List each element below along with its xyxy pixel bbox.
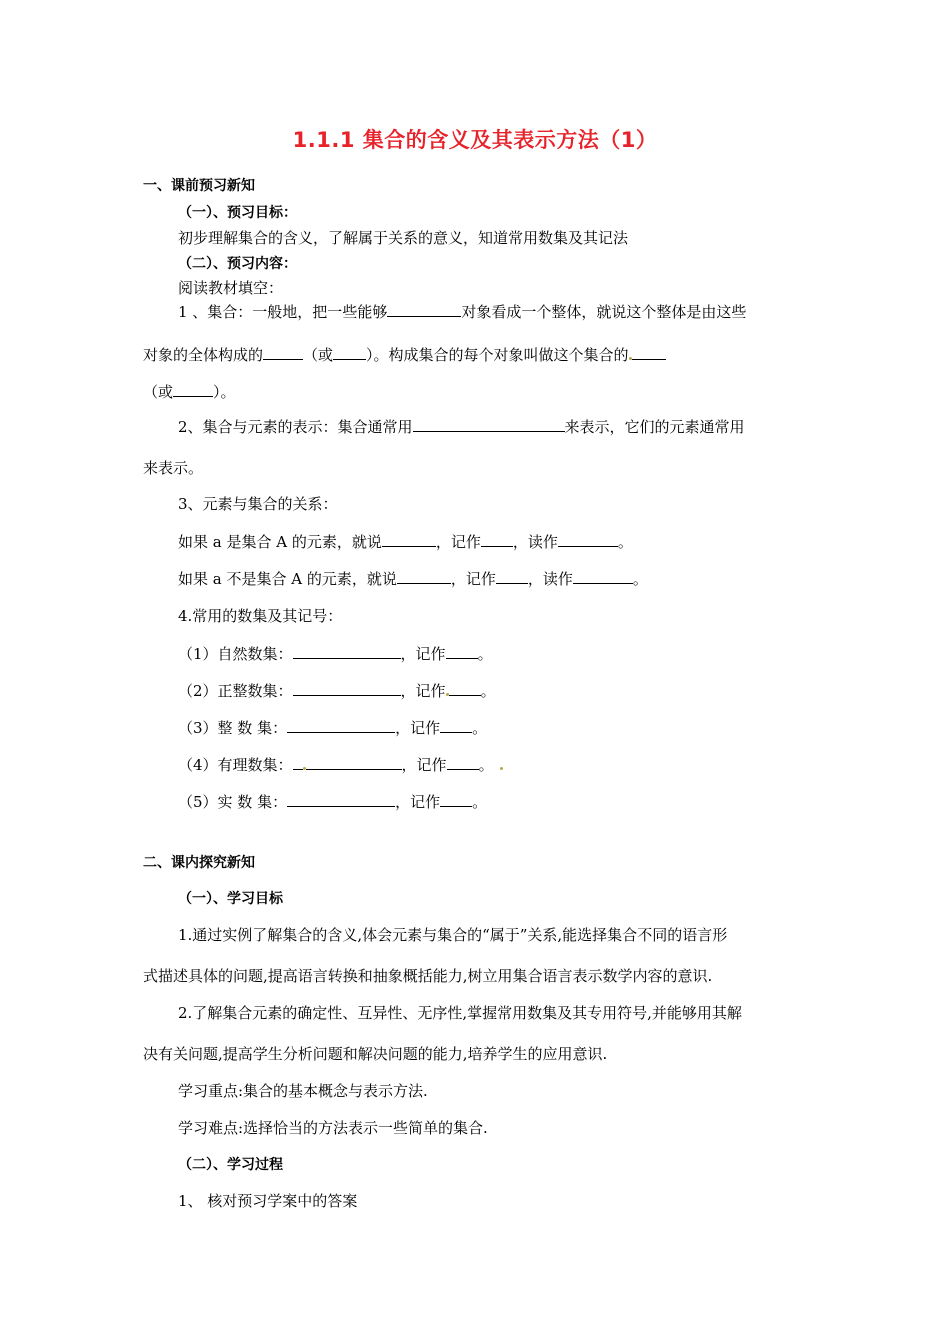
- goal-2-line-1: 2.了解集合元素的确定性、互异性、无序性,掌握常用数集及其专用符号,并能够用其解: [178, 1004, 742, 1022]
- page-title: 1.1.1 集合的含义及其表示方法（1）: [292, 128, 658, 152]
- answer-blank[interactable]: [306, 754, 402, 770]
- answer-blank[interactable]: [287, 791, 395, 807]
- number-set-positive-integer: （2）正整数集： ，记作 。: [178, 682, 496, 700]
- answer-blank[interactable]: [263, 344, 303, 360]
- number-set-natural: （1）自然数集： ，记作 。: [178, 645, 493, 663]
- answer-blank[interactable]: [440, 717, 472, 733]
- goal-1-line-2: 式描述具体的问题,提高语言转换和抽象概括能力,树立用集合语言表示数学内容的意识.: [143, 967, 713, 985]
- section2-heading: 二、课内探究新知: [143, 855, 255, 871]
- answer-blank[interactable]: [387, 301, 461, 317]
- goal-1-line-1: 1.通过实例了解集合的含义,体会元素与集合的“属于”关系,能选择集合不同的语言形: [178, 926, 728, 944]
- answer-blank[interactable]: [382, 531, 436, 547]
- learning-goal-heading: （一）、学习目标: [178, 891, 283, 907]
- preview-goal-heading: （一）、预习目标：: [178, 205, 297, 221]
- question-2-line-2: 来表示。: [143, 459, 204, 477]
- question-4: 4.常用的数集及其记号：: [178, 607, 343, 625]
- answer-blank[interactable]: [481, 531, 513, 547]
- preview-intro: 阅读教材填空：: [178, 279, 284, 297]
- section1-heading: 一、课前预习新知: [143, 178, 255, 194]
- number-set-rational: （4）有理数集： ，记作 。: [178, 754, 503, 775]
- answer-blank[interactable]: [440, 791, 472, 807]
- answer-blank[interactable]: [293, 680, 401, 696]
- number-set-real: （5）实 数 集： ，记作 。: [178, 793, 488, 811]
- preview-goal-text: 初步理解集合的含义，了解属于关系的意义，知道常用数集及其记法: [178, 229, 629, 247]
- answer-blank[interactable]: [413, 416, 565, 432]
- answer-blank[interactable]: [573, 568, 633, 584]
- process-step-1: 1、 核对预习学案中的答案: [178, 1192, 358, 1210]
- learning-process-heading: （二）、学习过程: [178, 1157, 283, 1173]
- answer-blank[interactable]: [447, 754, 479, 770]
- difficult-point: 学习难点:选择恰当的方法表示一些简单的集合.: [178, 1119, 488, 1137]
- question-1-line-3: （或 ）。: [143, 383, 236, 401]
- question-1-line-1: 1 、集合：一般地，把一些能够 对象看成一个整体，就说这个整体是由这些: [178, 303, 747, 321]
- answer-blank[interactable]: [293, 643, 401, 659]
- goal-2-line-2: 决有关问题,提高学生分析问题和解决问题的能力,培养学生的应用意识.: [143, 1045, 608, 1063]
- answer-blank[interactable]: [397, 568, 451, 584]
- answer-blank[interactable]: [287, 717, 395, 733]
- answer-blank[interactable]: [173, 381, 213, 397]
- answer-blank[interactable]: [496, 568, 528, 584]
- answer-blank[interactable]: [558, 531, 618, 547]
- question-3: 3、元素与集合的关系：: [178, 495, 338, 513]
- number-set-integer: （3）整 数 集： ，记作 。: [178, 719, 488, 737]
- answer-blank[interactable]: [333, 344, 366, 360]
- question-1-line-2: 对象的全体构成的 （或 ）。构成集合的每个对象叫做这个集合的: [143, 344, 666, 365]
- question-3-a: 如果 a 是集合 A 的元素，就说 ，记作 ，读作 。: [178, 533, 633, 551]
- answer-blank[interactable]: [293, 754, 303, 770]
- preview-content-heading: （二）、预习内容：: [178, 256, 297, 272]
- answer-blank[interactable]: [632, 344, 666, 360]
- question-2-line-1: 2、集合与元素的表示：集合通常用 来表示，它们的元素通常用: [178, 418, 745, 436]
- question-3-b: 如果 a 不是集合 A 的元素，就说 ，记作 ，读作 。: [178, 570, 648, 588]
- answer-blank[interactable]: [446, 643, 478, 659]
- answer-blank[interactable]: [449, 680, 481, 696]
- key-point: 学习重点:集合的基本概念与表示方法.: [178, 1082, 428, 1100]
- mark-dot: [500, 767, 503, 770]
